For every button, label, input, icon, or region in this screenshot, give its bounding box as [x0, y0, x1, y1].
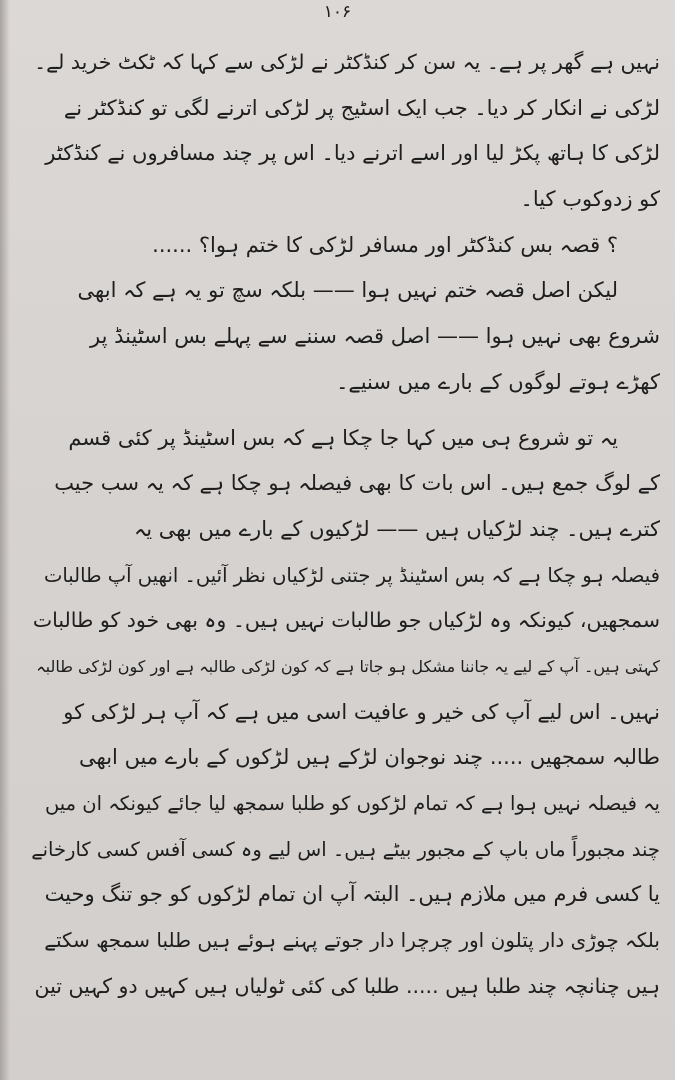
- text-line: نہیں۔ اس لیے آپ کی خیر و عافیت اسی میں ہے کہ آپ ہر لڑکی کو: [63, 699, 660, 724]
- text-line: چند مجبوراً ماں باپ کے مجبور بیٹے ہیں۔ اس لیے وہ کسی آفس کسی کارخانے: [31, 837, 660, 861]
- text-line: کہتی ہیں۔ آپ کے لیے یہ جاننا مشکل ہو جاتا ہے کہ کون لڑکی طالبہ ہے اور کون لڑکی طالبہ: [36, 656, 660, 676]
- text-line: سمجھیں، کیونکہ وہ لڑکیاں جو طالبات نہیں ہیں۔ وہ بھی خود کو طالبات: [32, 608, 660, 633]
- text-line: طالبہ سمجھیں ..... چند نوجوان لڑکے ہیں لڑکوں کے بارے میں ابھی: [79, 745, 660, 770]
- page-number: ۱۰۶: [323, 2, 352, 22]
- text-line: فیصلہ ہو چکا ہے کہ بس اسٹینڈ پر جتنی لڑکیاں نظر آئیں۔ انھیں آپ طالبات: [43, 563, 660, 587]
- text-line: یہ فیصلہ نہیں ہوا ہے کہ تمام لڑکوں کو طلبا سمجھ لیا جائے کیونکہ ان میں: [44, 792, 660, 815]
- text-line: ہیں چنانچہ چند طلبا ہیں ..... طلبا کی کئی ٹولیاں ہیں کہیں دو کہیں تین: [34, 973, 660, 998]
- text-line: کو زدوکوب کیا۔: [520, 187, 660, 212]
- text-line: ؟ قصہ بس کنڈکٹر اور مسافر لڑکی کا ختم ہوا؟ ......: [152, 232, 618, 257]
- text-line: نہیں ہے گھر پر ہے۔ یہ سن کر کنڈکٹر نے لڑکی سے کہا کہ ٹکٹ خرید لے۔: [34, 50, 660, 74]
- text-line: لڑکی نے انکار کر دیا۔ جب ایک اسٹیج پر لڑکی اترنے لگی تو کنڈکٹر نے: [63, 95, 660, 120]
- page-binding-shadow: [0, 0, 10, 1080]
- text-line: لڑکی کا ہاتھ پکڑ لیا اور اسے اترنے دیا۔ اس پر چند مسافروں نے کنڈکٹر: [45, 141, 660, 166]
- text-line: کے لوگ جمع ہیں۔ اس بات کا بھی فیصلہ ہو چکا ہے کہ یہ سب جیب: [54, 471, 660, 496]
- text-line: شروع بھی نہیں ہوا —— اصل قصہ سننے سے پہلے بس اسٹینڈ پر: [90, 324, 660, 349]
- text-line: بلکہ چوڑی دار پتلون اور چرچرا دار جوتے پہنے ہوئے ہیں طلبا سمجھ سکتے: [44, 928, 660, 953]
- text-line: لیکن اصل قصہ ختم نہیں ہوا —— بلکہ سچ تو یہ ہے کہ ابھی: [77, 278, 618, 303]
- text-line: کترے ہیں۔ چند لڑکیاں ہیں —— لڑکیوں کے بارے میں بھی یہ: [133, 516, 660, 541]
- text-line: کھڑے ہوتے لوگوں کے بارے میں سنیے۔: [336, 369, 660, 394]
- text-line: یہ تو شروع ہی میں کہا جا چکا ہے کہ بس اسٹینڈ پر کئی قسم: [68, 425, 618, 450]
- text-line: یا کسی فرم میں ملازم ہیں۔ البتہ آپ ان تمام لڑکوں کو جو تنگ وحیت: [44, 882, 660, 907]
- body-text: [30, 40, 660, 1009]
